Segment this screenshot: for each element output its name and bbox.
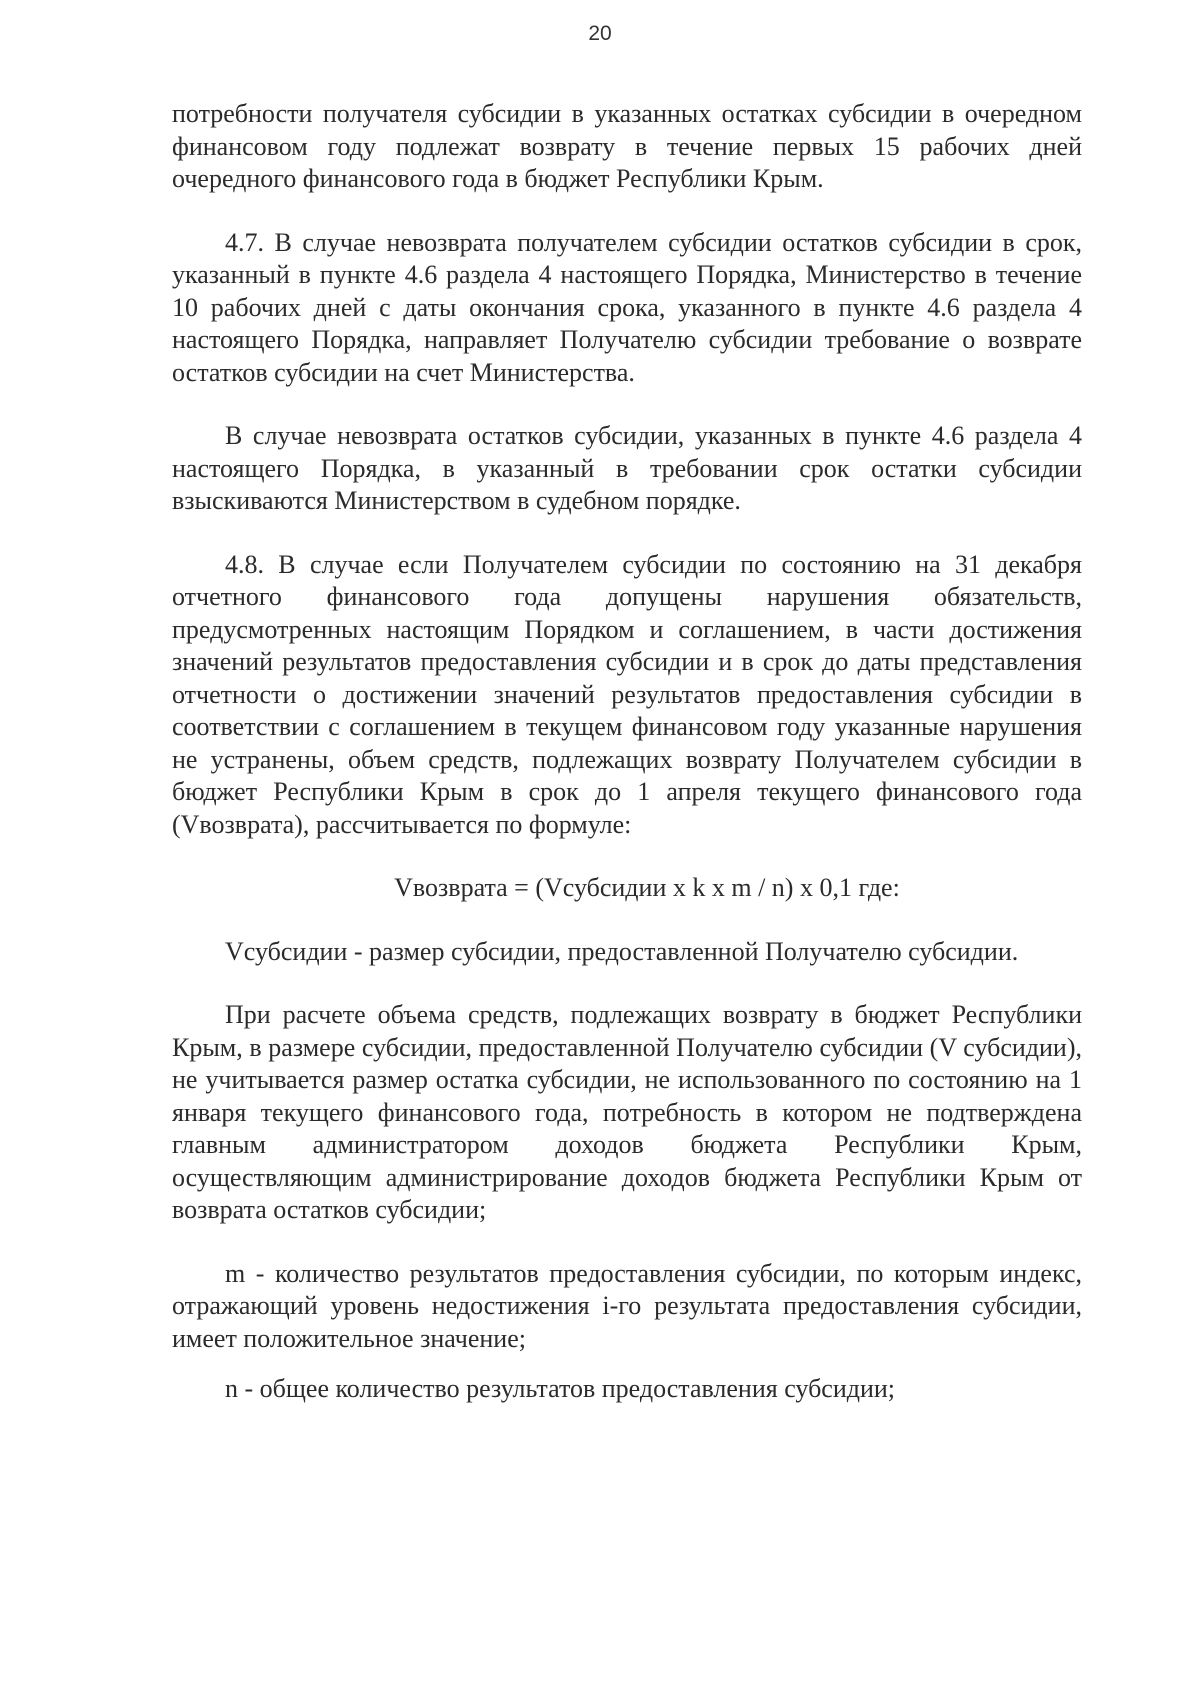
paragraph-calculation-note: При расчете объема средств, подлежащих возврату в бюджет Республики Крым, в размере субсидии, предоставленной Получателю субсидии (V субсидии), не учитывается размер остатка субсидии, не использованного по состоянию на 1 января текущего финансового года, потребность в котором не подтверждена главным администратором доходов бюджета Республики Крым, осуществляющим администрирование доходов бюджета Республики Крым от возврата остатков субсидии;: [172, 1000, 1082, 1224]
paragraph-nonreturn: В случае невозврата остатков субсидии, указанных в пункте 4.6 раздела 4 настоящего Порядка, в указанный в требовании срок остатки субсидии взыскиваются Министерством в судебном порядке.: [172, 421, 1082, 515]
paragraph-4-7: 4.7. В случае невозврата получателем субсидии остатков субсидии в срок, указанный в пункте 4.6 раздела 4 настоящего Порядка, Министерство в течение 10 рабочих дней с даты окончания срока, указанного в пункте 4.6 раздела 4 настоящего Порядка, направляет Получателю субсидии требование о возврате остатков субсидии на счет Министерства.: [172, 227, 1082, 387]
paragraph-m-definition: m - количество результатов предоставления субсидии, по которым индекс, отражающий уровень недостижения i-го результата предоставления субсидии, имеет положительное значение;: [172, 1258, 1082, 1353]
page-number: 20: [588, 22, 612, 45]
paragraph-4-8: 4.8. В случае если Получателем субсидии по состоянию на 31 декабря отчетного финансового года допущены нарушения обязательств, предусмотренных настоящим Порядком и соглашением, в части достижения значений результатов предоставления субсидии и в срок до даты представления отчетности о достижении значений результатов предоставления субсидии в соответствии с соглашением в текущем финансовом году указанные нарушения не устранены, объем средств, подлежащих возврату Получателем субсидии в бюджет Республики Крым в срок до 1 апреля текущего финансового года (Vвозврата), рассчитывается по формуле:: [172, 549, 1082, 839]
paragraph-v-subsidy-definition: Vсубсидии - размер субсидии, предоставленной Получателю субсидии.: [225, 936, 1019, 966]
formula: Vвозврата = (Vсубсидии x k x m / n) x 0,1 где:: [394, 873, 900, 902]
document-body: [172, 98, 1082, 1406]
paragraph-continuation: потребности получателя субсидии в указанных остатках субсидии в очередном финансовом году подлежат возврату в течение первых 15 рабочих дней очередного финансового года в бюджет Республики Крым.: [172, 99, 1082, 193]
paragraph-n-definition: n - общее количество результатов предоставления субсидии;: [225, 1374, 896, 1403]
